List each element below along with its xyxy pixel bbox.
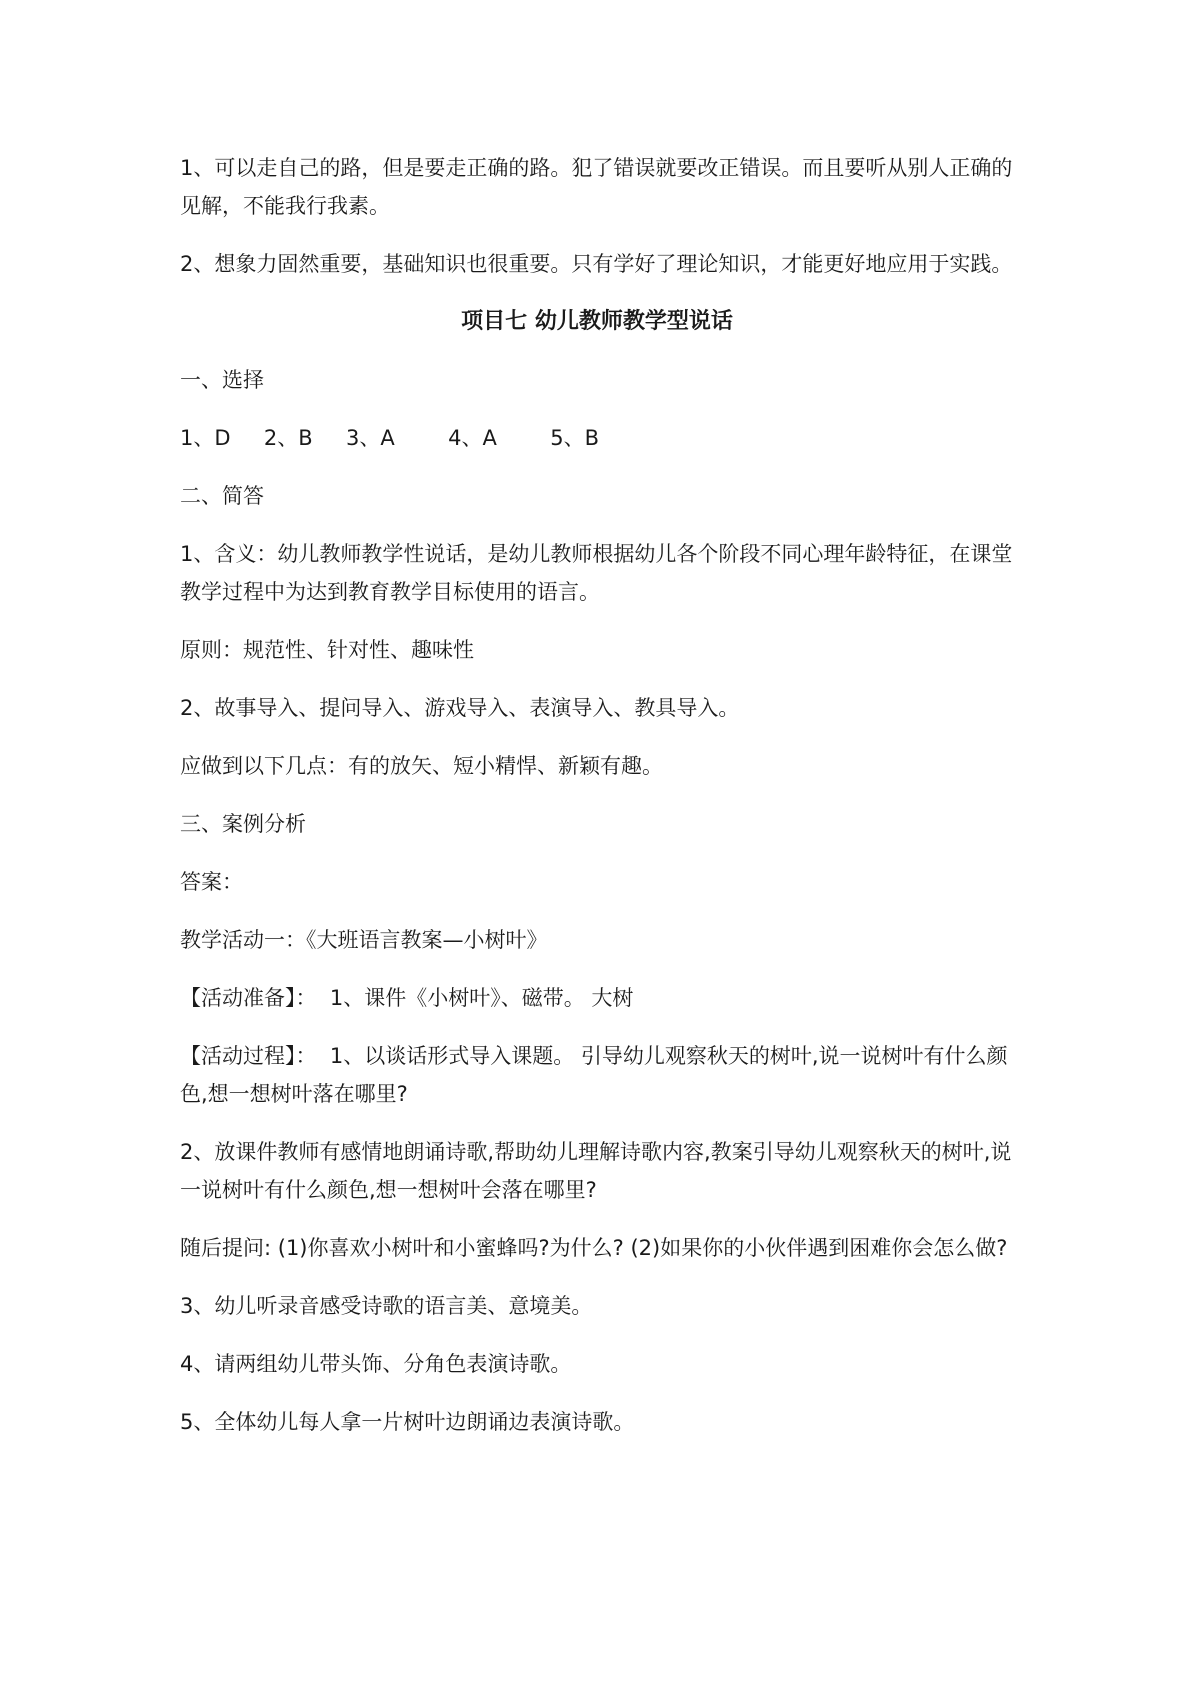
answer-1-meaning: 1、含义：幼儿教师教学性说话，是幼儿教师根据幼儿各个阶段不同心理年龄特征，在课堂教学过程中为达到教育教学目标使用的语言。 [180, 542, 1013, 604]
activity-followup-questions: 随后提问: (1)你喜欢小树叶和小蜜蜂吗?为什么? (2)如果你的小伙伴遇到困难你会怎么做? [180, 1236, 1008, 1260]
answer-label: 答案： [180, 870, 243, 894]
choice-answers: 1、D 2、B 3、A 4、A 5、B [180, 426, 600, 450]
answer-1-principles: 原则：规范性、针对性、趣味性 [180, 638, 474, 662]
activity-process: 【活动过程】： 1、以谈话形式导入课题。 引导幼儿观察秋天的树叶,说一说树叶有什么颜色,想一想树叶落在哪里? [180, 1044, 1008, 1106]
activity-preparation: 【活动准备】： 1、课件《小树叶》、磁带。 大树 [180, 986, 634, 1010]
section-title: 项目七 幼儿教师教学型说话 [461, 309, 733, 334]
document-page [180, 149, 1014, 1461]
activity-step-3: 3、幼儿听录音感受诗歌的语言美、意境美。 [180, 1294, 593, 1318]
activity-step-4: 4、请两组幼儿带头饰、分角色表演诗歌。 [180, 1352, 572, 1376]
activity-step-2: 2、放课件教师有感情地朗诵诗歌,帮助幼儿理解诗歌内容,教案引导幼儿观察秋天的树叶,说一说树叶有什么颜色,想一想树叶会落在哪里? [180, 1140, 1012, 1202]
heading-short-answer: 二、简答 [180, 484, 264, 508]
paragraph-conclusion-1: 1、可以走自己的路，但是要走正确的路。犯了错误就要改正错误。而且要听从别人正确的见解，不能我行我素。 [180, 156, 1013, 218]
answer-2-points: 应做到以下几点：有的放矢、短小精悍、新颖有趣。 [180, 754, 663, 778]
activity-title: 教学活动一：《大班语言教案—小树叶》 [180, 928, 548, 952]
heading-case-analysis: 三、案例分析 [180, 812, 306, 836]
heading-choice: 一、选择 [180, 368, 264, 392]
answer-2: 2、故事导入、提问导入、游戏导入、表演导入、教具导入。 [180, 696, 740, 720]
activity-step-5: 5、全体幼儿每人拿一片树叶边朗诵边表演诗歌。 [180, 1410, 635, 1434]
paragraph-conclusion-2: 2、想象力固然重要，基础知识也很重要。只有学好了理论知识，才能更好地应用于实践。 [180, 252, 1013, 276]
